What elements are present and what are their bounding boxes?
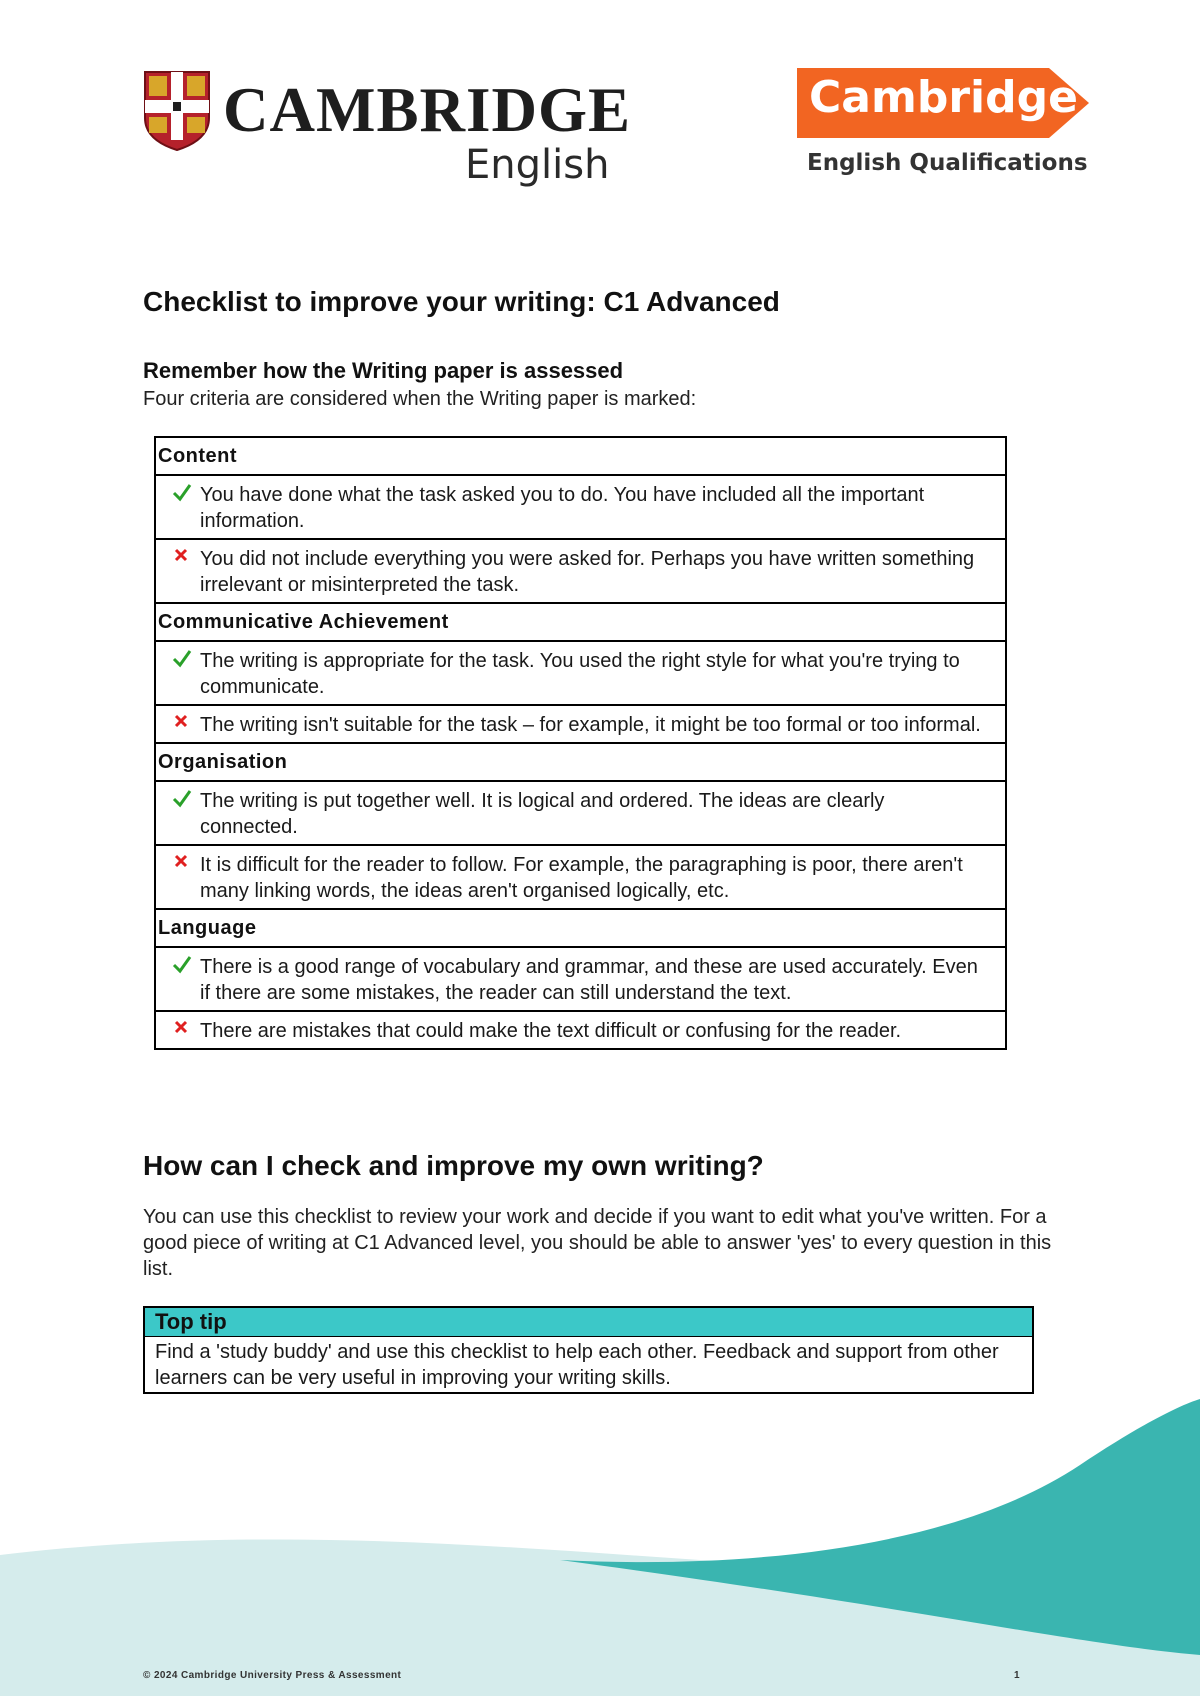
check-icon xyxy=(172,954,192,974)
top-tip-box xyxy=(143,1306,1034,1394)
criterion-positive-row xyxy=(156,948,1005,1012)
criterion-heading: Communicative Achievement xyxy=(158,611,449,633)
criterion-positive-text: The writing is put together well. It is logical and ordered. The ideas are clearly connected. xyxy=(200,790,885,838)
criterion-positive-text: The writing is appropriate for the task. You used the right style for what you're trying to communicate. xyxy=(200,650,960,698)
criterion-positive-row xyxy=(156,782,1005,846)
brand-name: CAMBRIDGE xyxy=(223,75,632,145)
shield-crest-icon xyxy=(143,70,211,152)
assessment-intro: Four criteria are considered when the Writing paper is marked: xyxy=(143,388,697,410)
criterion-positive-text: You have done what the task asked you to do. You have included all the important information. xyxy=(200,484,925,532)
cambridge-qualifications-logo xyxy=(797,68,1092,188)
criterion-positive-row xyxy=(156,642,1005,706)
check-icon xyxy=(172,648,192,668)
page-number: 1 xyxy=(1014,1670,1020,1681)
brand-subtitle: English xyxy=(465,142,610,188)
criterion-heading: Organisation xyxy=(158,751,288,773)
cross-icon xyxy=(172,712,192,732)
cambridge-english-logo xyxy=(143,68,632,192)
criterion-negative-row xyxy=(156,540,1005,604)
how-heading: How can I check and improve my own writing? xyxy=(143,1150,764,1181)
criterion-negative-row xyxy=(156,1012,1005,1048)
criterion-negative-text: The writing isn't suitable for the task – for example, it might be too formal or too informal. xyxy=(200,714,981,736)
criterion-negative-text: You did not include everything you were asked for. Perhaps you have written something irrelevant or misinterpreted the task. xyxy=(200,548,975,596)
criterion-heading-row xyxy=(156,744,1005,782)
top-tip-heading: Top tip xyxy=(145,1308,1032,1337)
criterion-heading: Content xyxy=(156,438,1005,476)
criterion-heading: Language xyxy=(158,917,257,939)
criterion-negative-row xyxy=(156,706,1005,744)
check-icon xyxy=(172,788,192,808)
cross-icon xyxy=(172,546,192,566)
decorative-wave xyxy=(0,1385,1200,1696)
top-tip-text: Find a 'study buddy' and use this checklist to help each other. Feedback and support from other learners can be very useful in improving your writing skills. xyxy=(155,1341,999,1389)
criterion-positive-row xyxy=(156,476,1005,540)
criterion-positive-text: There is a good range of vocabulary and grammar, and these are used accurately. Even if there are some mistakes, the reader can still understand the text. xyxy=(200,956,978,1004)
page-title: Checklist to improve your writing: C1 Advanced xyxy=(143,286,780,317)
assessment-heading: Remember how the Writing paper is assessed xyxy=(143,358,624,383)
qualifications-badge-label: Cambridge xyxy=(809,72,1078,123)
criterion-negative-text: There are mistakes that could make the text difficult or confusing for the reader. xyxy=(200,1020,902,1042)
criterion-negative-row xyxy=(156,846,1005,910)
cross-icon xyxy=(172,852,192,872)
footer-copyright: © 2024 Cambridge University Press & Assessment xyxy=(143,1670,402,1681)
how-body: You can use this checklist to review your work and decide if you want to edit what you've written. For a good piece of writing at C1 Advanced level, you should be able to answer 'yes' to every question in this list. xyxy=(143,1206,1052,1280)
criteria-table xyxy=(154,436,1007,1050)
qualifications-subtitle: English Qualifications xyxy=(807,150,1088,176)
cross-icon xyxy=(172,1018,192,1038)
criterion-heading-row xyxy=(156,910,1005,948)
criterion-heading-row xyxy=(156,604,1005,642)
check-icon xyxy=(172,482,192,502)
criterion-negative-text: It is difficult for the reader to follow. For example, the paragraphing is poor, there aren't many linking words, the ideas aren't organised logically, etc. xyxy=(200,854,963,902)
